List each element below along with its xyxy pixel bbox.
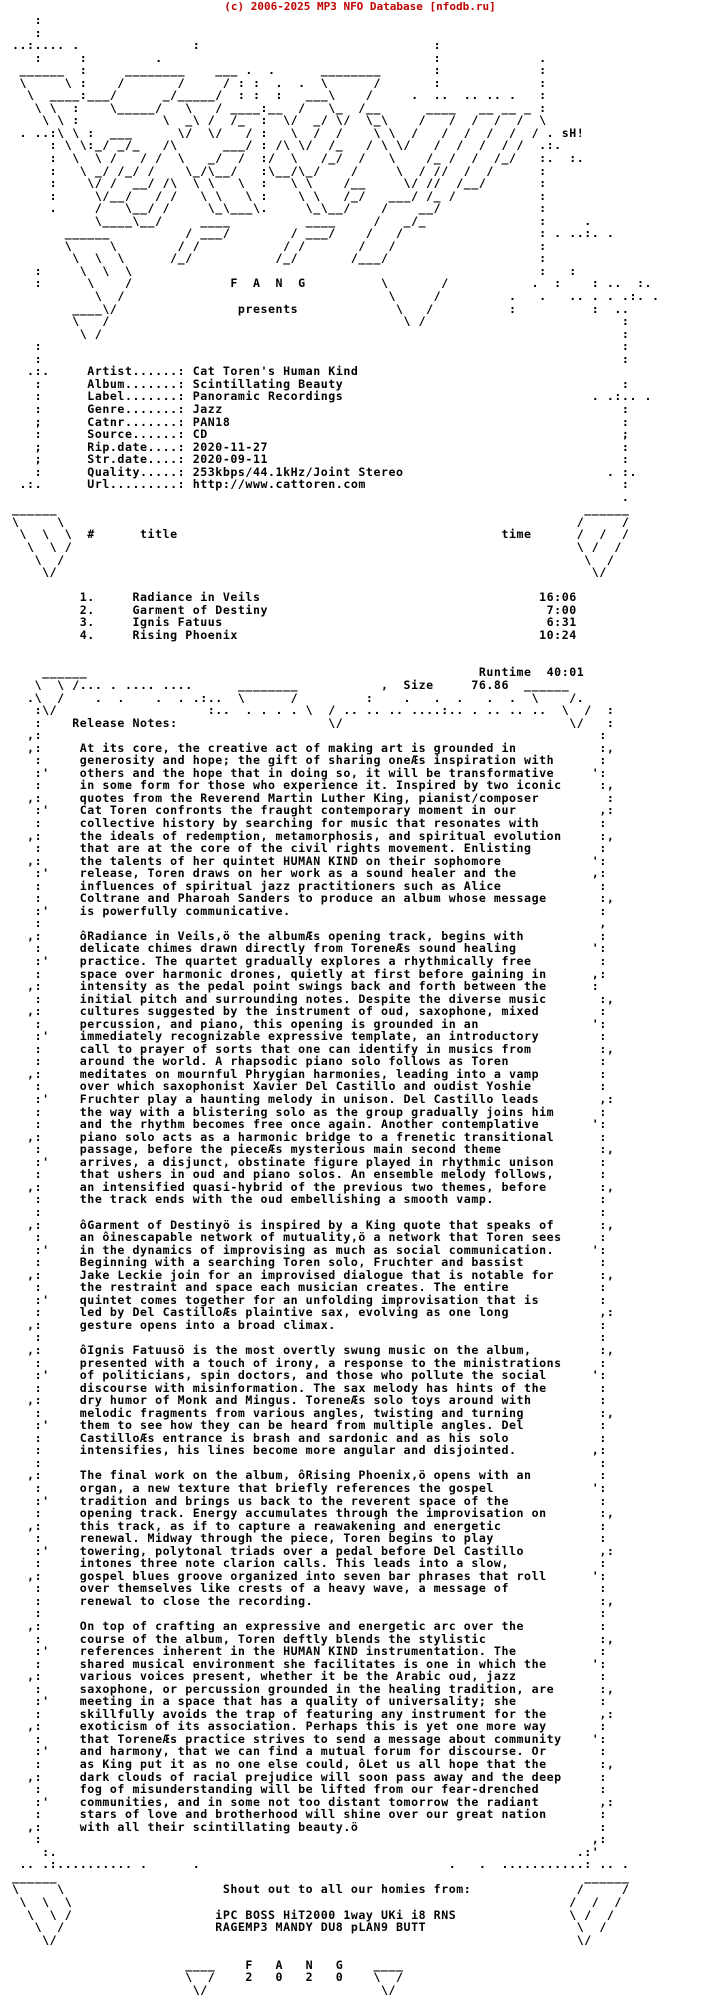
nfo-line: :' release, Toren draws on her work as a sound healer and the ,: [12,866,607,881]
nfo-line: : stars of love and brotherhood will shine over our great nation : [12,1807,607,1822]
nfo-line: : collective history by searching for music that resonates with : [12,816,607,830]
nfo-line: : : [12,339,630,354]
nfo-line: \ \ /... . .... .... ________ , Size 76.86 ______ [12,677,570,692]
nfo-line: \ ____:___/ _/_____/ : : : ___\ / . .. .. .. . : [12,88,547,103]
nfo-line: .:. Url.........: http://www.cattoren.com : [12,477,630,492]
nfo-line: 1. Radiance in Veils 16:06 [12,590,577,605]
nfo-line: : initial pitch and surrounding notes. Despite the diverse music :, [12,991,615,1006]
nfo-line: 2. Garment of Destiny 7:00 [12,602,577,617]
nfo-line [12,1946,660,1959]
nfo-line: : : [12,1606,607,1621]
nfo-line: : skillfully avoids the trap of featuring any instrument for the ,: [12,1706,615,1721]
nfo-line: : and the rhythm becomes free once again. Another contemplative ': [12,1117,607,1132]
nfo-line: \ \ \ /_/ /_/ /___/ : [12,251,547,266]
nfo-line: : as King put it as no one else could, ôLet us all hope that the :, [12,1757,615,1772]
nfo-line: : over which saxophonist Xavier Del Castillo and oudist Yoshie : [12,1079,607,1094]
nfo-line: : \ / F A N G \ / . : : .. :. [12,276,653,291]
nfo-line: : : [12,351,630,366]
nfo-line: \ / \ / [12,552,615,567]
nfo-line: ,: intensity as the pedal point swings back and forth between the : [12,979,600,994]
nfo-line: : percussion, and piano, this opening is grounded in an ': [12,1016,607,1031]
nfo-line: : that are at the core of the civil rights movement. Enlisting : [12,841,607,856]
nfo-line: . / \__/ / \_\___\. \_\__/ / __/ : [12,201,547,216]
nfo-line: : \ \:_/ _/_ /\ ___/ : /\ \/ /_ / \ \/ / / / / / .:. [12,138,562,153]
nfo-line: : influences of spiritual jazz practitioners such as Alice : [12,878,607,893]
nfo-line: ,: cultures suggested by the instrument of oud, saxophone, mixed : [12,1004,607,1019]
nfo-line: : an ôinescapable network of mutuality,ö a network that Toren sees : [12,1230,607,1245]
nfo-line: :' and harmony, that we can find a mutual forum for discourse. Or : [12,1744,607,1759]
nfo-line: ,: ôRadiance in Veils,ö the albumÆs opening track, begins with : [12,928,607,943]
nfo-line: : passage, before the pieceÆs mysterious main second theme :, [12,1142,615,1157]
nfo-line [12,641,660,654]
nfo-line: \ / \ / . . .. . . .:. . [12,289,660,304]
nfo-line: :' in the dynamics of improvising as much as social communication. ': [12,1242,607,1257]
nfo-line: . ..:\ \ : ___ \/ \/ / : \ / / \ \ / / / / / / . sH! [12,125,585,140]
nfo-line: ,: the ideals of redemption, metamorphosis, and spiritual evolution :, [12,828,615,843]
nfo-line: \ \ / / [12,514,630,529]
nfo-line: : \ \ / / / \ _/ / :/ \ /_/ / \ /_ / / /_/ :. :. [12,151,585,166]
nfo-line: \ \ / / / / / / : [12,238,547,253]
nfo-line: \/ \/ [12,1982,397,1997]
nfo-line: ,: ôGarment of Destinyö is inspired by a King quote that speaks of :, [12,1217,615,1232]
nfo-line: :\/ :.. . . . . \ / .. .. .. ....:.. . .. .. .. \ / : [12,703,615,718]
nfo-line: \/ \/ [12,1932,592,1947]
nfo-line: : the track ends with the oud embellishing a smooth vamp. : [12,1192,607,1207]
nfo-line: : \/__/ / / \ \ \ : \ \ /_/ ___/ /_ / : [12,188,547,203]
nfo-line: :' meeting in a space that has a quality of universality; she : [12,1694,607,1709]
nfo-line: \ \ \ / / / [12,1895,622,1910]
nfo-line: :' quintet comes together for an unfolding improvisation that is : [12,1292,607,1307]
nfo-line: \ \ \ # title time / / / [12,527,630,542]
nfo-line: ,: ôIgnis Fatuusö is the most overtly swung music on the album, :, [12,1342,615,1357]
nfo-line: : Coltrane and Pharoah Sanders to produce an album whose message :, [12,891,615,906]
nfo-line: : that ushers in oud and piano solos. An ensemble melody follows, : [12,1167,607,1182]
nfo-line: : in some form for those who experience it. Inspired by two iconic :, [12,778,615,793]
nfo-line: :' them to see how they can be heard from multiple angles. Del : [12,1418,607,1433]
nfo-line: : Genre.......: Jazz : [12,401,630,416]
nfo-line: : intones three note clarion calls. This leads into a slow, : [12,1556,607,1571]
nfo-line: :' Fruchter play a haunting melody in unison. Del Castillo leads ,: [12,1092,615,1107]
nfo-line: ,: the talents of her quintet HUMAN KIND on their sophomore ': [12,853,607,868]
nfo-line: \ / 2 0 2 0 \ / [12,1970,404,1985]
nfo-line: ____ F A N G ____ [12,1957,404,1972]
nfo-line: : course of the album, Toren deftly blends the stylistic :, [12,1631,615,1646]
nfo-line: \/ \/ [12,565,607,580]
nfo-line: ______ ______ [12,502,630,517]
nfo-line: : Beginning with a searching Toren solo, Fruchter and bassist : [12,1255,607,1270]
nfo-line: ,: dark clouds of racial prejudice will soon pass away and the deep : [12,1769,607,1784]
nfo-line: . [12,489,630,504]
nfo-line: : ,: [12,1832,607,1847]
nfo-line: : melodic fragments from various angles, twisting and turning :, [12,1405,615,1420]
nfo-line: : Album.......: Scintillating Beauty : [12,376,630,391]
nfo-line: 4. Rising Phoenix 10:24 [12,627,577,642]
nfo-line: : discourse with misinformation. The sax melody has hints of the : [12,1380,607,1395]
nfo-line: ..:.... . : : [12,38,442,53]
nfo-line: ; Rip.date....: 2020-11-27 : [12,439,630,454]
nfo-line: : \/ / __/ /\ \ \ \ : \ \ /__ \/ // /__/ : [12,176,547,191]
nfo-line: ,: gospel blues groove organized into seven bar phrases that roll ': [12,1568,607,1583]
nfo-line: :' is powerfully communicative. : [12,903,607,918]
nfo-line: ,: piano solo acts as a harmonic bridge to a frenetic transitional : [12,1129,607,1144]
nfo-line: : Label.......: Panoramic Recordings . .:.. . [12,389,653,404]
nfo-line: ______ : ________ ___ . . ________ : : [12,63,547,78]
nfo-line: : renewal. Midway through the piece, Toren begins to play : [12,1531,607,1546]
nfo-line: : , [12,916,607,931]
nfo-line: : [12,13,43,27]
nfo-line: : [12,25,43,40]
nfo-line: : space over harmonic drones, quietly at first before gaining in ,: [12,966,607,981]
nfo-line: :' tradition and brings us back to the reverent space of the : [12,1493,607,1508]
nfo-line: : : [12,1455,607,1470]
nfo-line: ______ / ___/ / ___/ / / : . ..:. . [12,226,615,241]
nfo-line: ,: meditates on mournful Phrygian harmonies, leading into a vamp : [12,1066,607,1081]
nfo-line: \ / \ / : [12,314,630,329]
nfo-line: : : . : . [12,50,547,65]
nfo-line: : shared musical environment she facilitates is one in which the ': [12,1656,607,1671]
nfo-line: .\ / . . . . .:.. \ / : . . . . . \ /. [12,690,585,705]
nfo-line: : led by Del CastilloÆs plaintive sax, evolving as one long ,: [12,1305,615,1320]
nfo-line: ,: exoticism of its association. Perhaps this is yet one more way : [12,1719,607,1734]
nfo-line: : call to prayer of sorts that one can identify in musics from :, [12,1041,615,1056]
nfo-line: ; Str.date....: 2020-09-11 : [12,452,630,467]
nfo-line: :' arrives, a disjunct, obstinate figure played in rhythmic unison : [12,1154,607,1169]
nfo-line: : \ \ \ : : [12,263,577,278]
nfo-line: :' practice. The quartet gradually explores a rhythmically free : [12,954,607,969]
nfo-line: .. .:.......... . . . . ...........: .. . [12,1857,630,1872]
nfo-line: : : [12,1330,607,1345]
nfo-line: ,: Jake Leckie join for an improvised dialogue that is notable for :, [12,1267,615,1282]
nfo-line: \ / RAGEMP3 MANDY DU8 pLAN9 BUTT \ / [12,1920,607,1935]
nfo-line: ,: dry humor of Monk and Mingus. ToreneÆs solo toys around with : [12,1393,607,1408]
nfo-line: ______ Runtime 40:01 [12,665,585,680]
nfo-line: : saxophone, or percussion grounded in the healing tradition, are :, [12,1681,615,1696]
nfo-line: ,: quotes from the Reverend Martin Luther King, pianist/composer : [12,790,615,805]
nfo-line: :' Cat Toren confronts the fraught contemporary moment in our ,: [12,803,615,818]
nfo-line: \ / : [12,326,630,341]
nfo-line: : that ToreneÆs practice strives to send a message about community ': [12,1731,607,1746]
nfo-line: : CastilloÆs entrance is brash and sardonic and as his solo : [12,1430,607,1445]
nfo-line: ,: with all their scintillating beauty.ö : [12,1819,607,1834]
nfo-line: \ \ / \ / / [12,539,622,554]
nfo-line: ; Catnr.......: PAN18 : [12,414,630,429]
nfo-line: : around the world. A rhapsodic piano solo follows as Toren : [12,1054,607,1069]
nfo-text-body [12,14,660,1996]
nfo-line: \ \ : / / / : : . . \ / : : [12,75,547,90]
nfo-line: : fog of misunderstanding will be lifted from our fear-drenched : [12,1782,607,1797]
nfo-line: : delicate chimes drawn directly from ToreneÆs sound healing ': [12,941,607,956]
nfo-line: ,: : [12,728,607,743]
nfo-line: 3. Ignis Fatuus 6:31 [12,615,577,630]
nfo-line: ,: various voices present, whether it be the Arabic oud, jazz : [12,1669,607,1684]
nfo-line: : presented with a touch of irony, a response to the ministrations : [12,1355,607,1370]
nfo-line: :' references inherent in the HUMAN KIND instrumentation. The : [12,1644,607,1659]
nfodb-copyright-header: (c) 2006-2025 MP3 NFO Database [nfodb.ru] [224,0,496,13]
nfo-line: : : [12,1204,607,1219]
nfo-line: : renewal to close the recording. :, [12,1593,615,1608]
nfo-line: \ \ Shout out to all our homies from: / / [12,1882,630,1897]
nfo-line: :' immediately recognizable expressive template, an introductory : [12,1029,607,1044]
nfo-line: :' of politicians, spin doctors, and those who pollute the social ': [12,1368,607,1383]
nfo-line: ,: gesture opens into a broad climax. : [12,1317,607,1332]
nfo-line: .:. Artist......: Cat Toren's Human Kind [12,364,359,379]
nfo-line: ____\/ presents \ / : : .. [12,301,630,316]
nfo-line: \ \ / iPC BOSS HiT2000 1way UKi i8 RNS \ / / [12,1907,615,1922]
nfo-line: ,: On top of crafting an expressive and energetic arc over the : [12,1619,607,1633]
nfo-line: :. .:' [12,1844,600,1859]
nfo-line: \ \ : \ _\ / /_ : \/ _/ \/ \_\ / / / / / \ [12,113,547,128]
nfo-line: : \ _/ /_/ / \_/\__/ :\__/\_/ / \ / // / / : [12,163,547,178]
nfo-line: : over themselves like crests of a heavy wave, a message of : [12,1581,607,1596]
nfo-line: \ \ : \_____/ \ / ____:__ / \_ /__ ____ __ __ _ : [12,100,547,115]
nfo-line: : generosity and hope; the gift of sharing oneÆs inspiration with : [12,753,607,768]
nfo-line: ,: The final work on the album, ôRising Phoenix,ö opens with an : [12,1468,607,1483]
nfo-line: : the restraint and space each musician creates. The entire : [12,1280,607,1295]
nfo-line: :' others and the hope that in doing so, it will be transformative ': [12,765,607,780]
nfo-line: : Source......: CD ; [12,427,630,442]
nfo-line: ,: At its core, the creative act of making art is grounded in :, [12,740,615,755]
nfo-line: :' communities, and in some not too distant tomorrow the radiant ,: [12,1794,615,1809]
nfo-line: ,: an intensified quasi-hybrid of the previous two themes, before :, [12,1179,615,1194]
nfo-line: : opening track. Energy accumulates through the improvisation on :, [12,1506,615,1521]
nfo-line: :' towering, polytonal triads over a pedal before Del Castillo ,: [12,1543,615,1558]
nfo-line: : Release Notes: \/ \/ : [12,715,615,730]
nfo-line: : organ, a new texture that briefly references the gospel ': [12,1480,607,1495]
nfo-line: \____\__/ ____ ____ / _/_ : . [12,213,592,228]
nfo-line: ______ ______ [12,1869,630,1884]
nfo-line: : Quality.....: 253kbps/44.1kHz/Joint Stereo . :. [12,464,637,479]
nfo-line: ,: this track, as if to capture a reawakening and energetic : [12,1518,607,1533]
nfo-line: : intensifies, his lines become more angular and disjointed. ,: [12,1443,607,1458]
nfo-line: : the way with a blistering solo as the group gradually joins him : [12,1104,607,1119]
